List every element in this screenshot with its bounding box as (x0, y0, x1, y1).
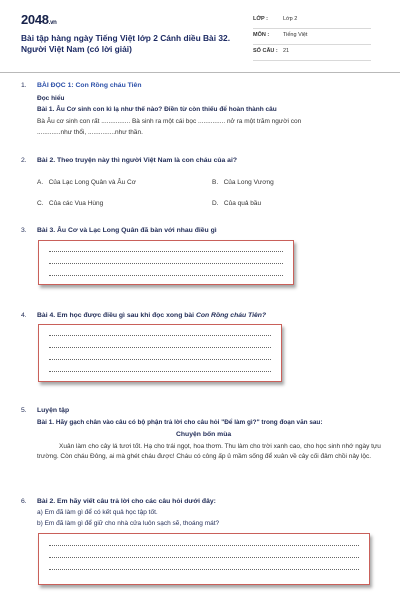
option-text: Của Long Vương (223, 179, 274, 186)
section-title-italic: Con Rồng cháu Tiên? (195, 312, 267, 319)
section-title: Bài 2. Theo truyện này thì người Việt Nam là con cháu của ai? (37, 157, 237, 164)
option-b[interactable] (212, 179, 274, 186)
answer-line (49, 251, 283, 252)
answer-box-6[interactable] (38, 533, 370, 585)
meta-key: SỐ CÂU : (253, 48, 278, 54)
section-title (37, 312, 266, 319)
question-text: Bài 1. Hãy gạch chân vào câu có bộ phận trả lời cho câu hỏi "Để làm gì?" trong đoạn văn sau: (37, 419, 323, 426)
site-logo (21, 12, 57, 27)
option-text: Của các Vua Hùng (48, 200, 104, 207)
section-title-prefix: Bài 4. Em học được điều gì sau khi đọc xong bài (37, 312, 196, 319)
option-a[interactable] (37, 179, 136, 186)
passage-title: Chuyện bốn mùa (176, 431, 232, 438)
logo-main-text: 2048 (21, 12, 49, 27)
section-2 (21, 157, 381, 207)
meta-row-class (253, 13, 371, 29)
answer-line (49, 569, 359, 570)
answer-line (49, 371, 271, 372)
meta-table (253, 13, 371, 61)
passage-text[interactable]: Xuân làm cho cây lá tươi tốt. Hạ cho trái ngọt, hoa thơm. Thu làm cho trời xanh cao, cho học sinh nhớ ngày tựu trường. Còn cháu Đông, ai mà ghét cháu được! Cháu có công ấp ủ mầm sống để xuân về cây cối đâm chồi nảy lộc. (37, 443, 381, 460)
meta-key: LỚP : (253, 16, 268, 22)
header-divider (0, 72, 400, 73)
meta-value: Lớp 2 (283, 16, 298, 22)
answer-line (49, 359, 271, 360)
section-title: Bài 3. Âu Cơ và Lạc Long Quân đã bàn với nhau điều gì (37, 227, 217, 234)
section-number: 1. (21, 82, 27, 89)
fill-in-line-1: Bà Âu cơ sinh con rất ................ Bà sinh ra một cái bọc ............... nở ra một trăm người con (37, 118, 302, 125)
fill-in-line-2: .............như thổi, ...............như thần. (37, 129, 143, 136)
answer-line (49, 545, 359, 546)
section-number: 4. (21, 312, 27, 319)
option-text: Của Lạc Long Quân và Âu Cơ (48, 179, 136, 186)
answer-box-3[interactable] (38, 240, 294, 285)
section-6 (21, 498, 381, 538)
section-5 (21, 407, 391, 487)
answer-line (49, 335, 271, 336)
meta-value: Tiếng Việt (283, 32, 308, 38)
option-letter: B. (212, 179, 219, 186)
option-letter: C. (37, 200, 44, 207)
section-3 (21, 227, 381, 239)
section-1 (21, 82, 381, 142)
option-c[interactable] (37, 200, 103, 207)
answer-line (49, 347, 271, 348)
section-number: 2. (21, 157, 27, 164)
section-4 (21, 312, 381, 324)
section-title: Bài 2. Em hãy viết câu trả lời cho các câu hỏi dưới đây: (37, 498, 216, 505)
question-text: Bài 1. Âu Cơ sinh con kì lạ như thế nào? Điền từ còn thiếu để hoàn thành câu (37, 106, 277, 113)
section-number: 3. (21, 227, 27, 234)
meta-row-question-count (253, 45, 371, 61)
option-letter: A. (37, 179, 44, 186)
option-d[interactable] (212, 200, 261, 207)
section-title: Luyện tập (37, 407, 70, 414)
document-title: Bài tập hàng ngày Tiếng Việt lớp 2 Cánh diều Bài 32. Người Việt Nam (có lời giải) (21, 33, 231, 54)
meta-row-subject (253, 29, 371, 45)
sub-question-b: b) Em đã làm gì để giữ cho nhà cửa luôn sạch sẽ, thoáng mát? (37, 520, 220, 527)
logo-suffix-text: .vn (48, 20, 57, 26)
section-number: 6. (21, 498, 27, 505)
answer-box-4[interactable] (38, 324, 282, 382)
option-letter: D. (212, 200, 219, 207)
meta-key: MÔN : (253, 32, 270, 38)
sub-question-a: a) Em đã làm gì để có kết quả học tập tốt. (37, 509, 158, 516)
answer-line (49, 275, 283, 276)
section-subtitle: Đọc hiểu (37, 95, 65, 102)
option-text: Của quả bầu (223, 200, 262, 207)
meta-value: 21 (283, 48, 290, 54)
section-number: 5. (21, 407, 27, 414)
answer-line (49, 557, 359, 558)
section-title: BÀI ĐỌC 1: Con Rồng cháu Tiên (37, 82, 142, 89)
answer-line (49, 263, 283, 264)
